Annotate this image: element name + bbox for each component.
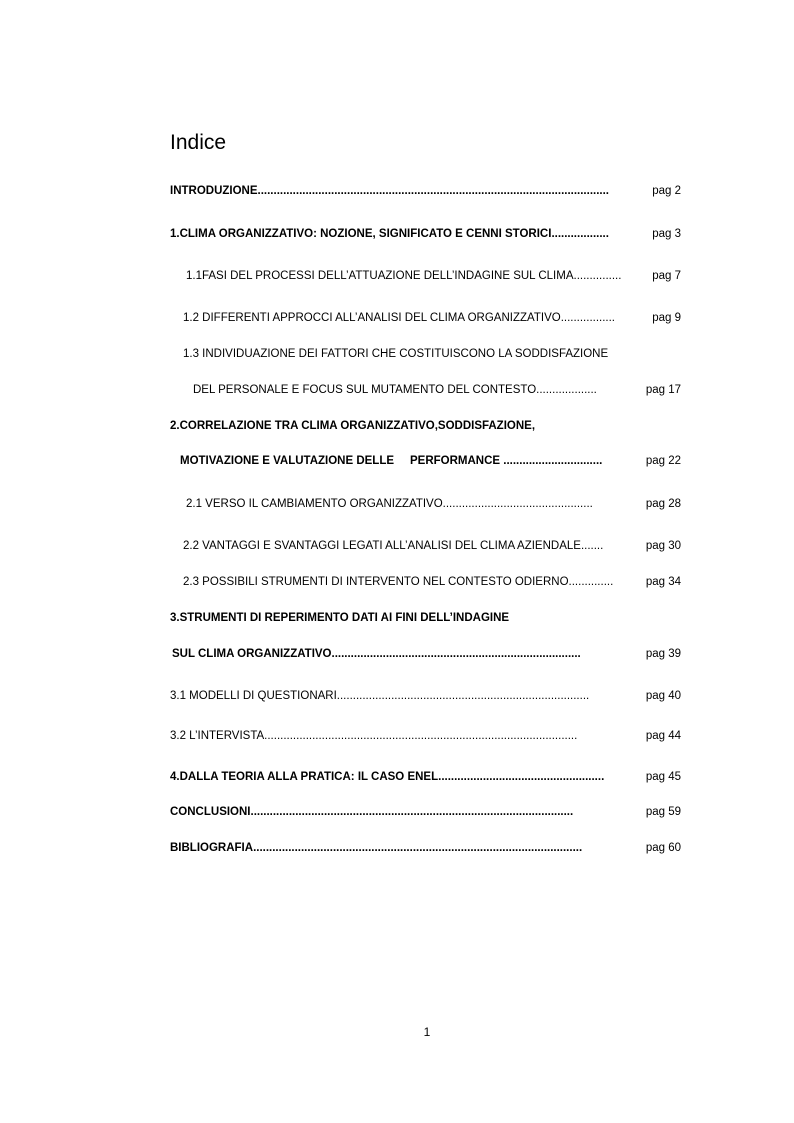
toc-entry-bibliografia [170, 840, 681, 856]
toc-entry-chapter-3-line2 [172, 646, 681, 662]
toc-entry-dots: .............. [568, 576, 614, 588]
toc-entry-dots: .................................................................................................. [264, 730, 578, 742]
toc-entry-dots: ................. [560, 312, 616, 324]
toc-entry-title: DEL PERSONALE E FOCUS SUL MUTAMENTO DEL CONTESTO [193, 384, 537, 396]
toc-entry-dots: .................. [551, 228, 609, 240]
toc-entry-chapter-3-line1 [170, 610, 681, 626]
toc-entry-title: 1.2 DIFFERENTI APPROCCI ALL’ANALISI DEL CLIMA ORGANIZZATIVO [183, 312, 561, 324]
toc-entry-dots: ............................................... [442, 498, 593, 510]
toc-entry-dots: .................................................... [438, 771, 605, 783]
toc-entry-chapter-2-line1 [170, 418, 681, 434]
toc-entry-page: pag 22 [645, 455, 681, 467]
toc-entry-title: BIBLIOGRAFIA [170, 842, 254, 854]
toc-entry-title: 4.DALLA TEORIA ALLA PRATICA: IL CASO ENEL [170, 771, 439, 783]
toc-entry-introduzione [170, 183, 681, 199]
toc-entry-section-3-2 [170, 728, 681, 744]
toc-entry-title: MOTIVAZIONE E VALUTAZIONE DELLE PERFORMANCE [180, 455, 504, 467]
toc-entry-dots: .............................................................................................................. [257, 185, 609, 197]
toc-entry-section-2-1 [186, 496, 681, 512]
toc-entry-section-1-1 [186, 268, 681, 284]
toc-entry-title: 1.1FASI DEL PROCESSI DELL’ATTUAZIONE DELL’INDAGINE SUL CLIMA [186, 270, 574, 282]
toc-entry-page: pag 39 [645, 648, 681, 660]
toc-entry-page: pag 2 [652, 185, 681, 197]
toc-entry-section-3-1 [170, 688, 681, 704]
toc-heading: Indice [170, 131, 227, 154]
toc-entry-page: pag 30 [645, 540, 681, 552]
toc-entry-title: 2.CORRELAZIONE TRA CLIMA ORGANIZZATIVO,SODDISFAZIONE, [170, 420, 536, 432]
toc-entry-chapter-2-line2 [180, 453, 681, 469]
toc-entry-page: pag 3 [652, 228, 681, 240]
toc-entry-title: 2.2 VANTAGGI E SVANTAGGI LEGATI ALL’ANALISI DEL CLIMA AZIENDALE [183, 540, 581, 552]
toc-entry-chapter-4 [170, 769, 681, 785]
toc-entry-section-2-2 [183, 538, 681, 554]
toc-entry-title: SUL CLIMA ORGANIZZATIVO [172, 648, 332, 660]
footer-page-number: 1 [423, 1025, 431, 1039]
toc-entry-page: pag 45 [645, 771, 681, 783]
toc-entry-page: pag 34 [645, 576, 681, 588]
toc-entry-chapter-1 [170, 226, 681, 242]
toc-entry-section-1-2 [183, 310, 681, 326]
toc-entry-dots: .............................................................................. [331, 648, 581, 660]
toc-entry-section-1-3-line2 [193, 382, 681, 398]
toc-entry-dots: ..................................................................................................... [250, 806, 574, 818]
toc-entry-page: pag 60 [645, 842, 681, 854]
toc-entry-title: INTRODUZIONE [170, 185, 258, 197]
toc-entry-page: pag 44 [645, 730, 681, 742]
toc-entry-page: pag 28 [645, 498, 681, 510]
toc-entry-page: pag 40 [645, 690, 681, 702]
toc-entry-title: 3.STRUMENTI DI REPERIMENTO DATI AI FINI DELL’INDAGINE [170, 612, 510, 624]
toc-entry-title: 3.1 MODELLI DI QUESTIONARI [170, 690, 337, 702]
toc-entry-page: pag 9 [652, 312, 681, 324]
toc-entry-section-2-3 [183, 574, 681, 590]
toc-entry-dots: ............... [573, 270, 622, 282]
toc-entry-title: 3.2 L’INTERVISTA [170, 730, 265, 742]
toc-entry-page: pag 7 [652, 270, 681, 282]
toc-entry-title: 2.1 VERSO IL CAMBIAMENTO ORGANIZZATIVO [186, 498, 443, 510]
toc-entry-page: pag 17 [645, 384, 681, 396]
toc-entry-title: CONCLUSIONI [170, 806, 251, 818]
toc-entry-title: 2.3 POSSIBILI STRUMENTI DI INTERVENTO NEL CONTESTO ODIERNO [183, 576, 569, 588]
toc-entry-dots: ................... [536, 384, 597, 396]
toc-entry-dots: ............................................................................... [336, 690, 590, 702]
toc-entry-section-1-3-line1 [183, 346, 681, 362]
toc-entry-page: pag 59 [645, 806, 681, 818]
toc-entry-title: 1.CLIMA ORGANIZZATIVO: NOZIONE, SIGNIFICATO E CENNI STORICI [170, 228, 552, 240]
toc-entry-dots: ....... [580, 540, 604, 552]
toc-entry-dots: ....................................................................................................... [253, 842, 583, 854]
toc-entry-title: 1.3 INDIVIDUAZIONE DEI FATTORI CHE COSTITUISCONO LA SODDISFAZIONE [183, 348, 609, 360]
toc-entry-dots: ............................... [503, 455, 603, 467]
toc-entry-conclusioni [170, 804, 681, 820]
